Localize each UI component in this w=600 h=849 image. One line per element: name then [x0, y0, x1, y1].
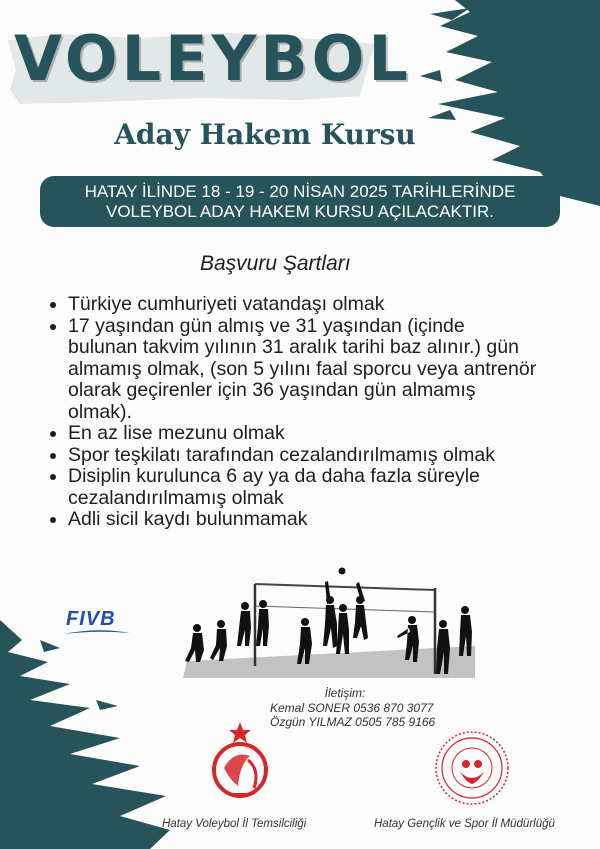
announcement-banner	[40, 176, 560, 227]
contact-label: İletişim:	[324, 686, 366, 700]
volleyball-federation-logo	[204, 720, 276, 800]
requirement-item: • Adli sicil kaydı bulunmamak	[68, 509, 538, 531]
requirement-item: • Disiplin kurulunca 6 ay ya da daha fazla süreyle cezalandırılmamış olmak	[68, 466, 538, 509]
contact-info	[270, 686, 470, 730]
poster-title: VOLEYBOL	[14, 22, 412, 95]
announcement-line-2: VOLEYBOL ADAY HAKEM KURSU AÇILACAKTIR.	[106, 201, 494, 221]
fivb-logo: FIVB	[66, 608, 116, 630]
announcement-line-1: HATAY İLİNDE 18 - 19 - 20 NİSAN 2025 TARİHLERİNDE	[84, 181, 516, 201]
requirement-item: • Spor teşkilatı tarafından cezalandırılmamış olmak	[68, 445, 538, 467]
volleyball-players-illustration	[175, 566, 485, 681]
requirement-item: • En az lise mezunu olmak	[68, 423, 538, 445]
requirements-list	[50, 294, 538, 531]
poster-subtitle: Aday Hakem Kursu	[114, 118, 416, 151]
organization-left: Hatay Voleybol İl Temsilciliği	[162, 818, 307, 830]
fivb-swoosh-icon	[62, 627, 132, 637]
youth-sports-ministry-logo	[432, 728, 512, 808]
requirements-heading: Başvuru Şartları	[200, 252, 351, 275]
organization-right: Hatay Gençlik ve Spor İl Müdürlüğü	[374, 818, 555, 830]
contact-person-1: Kemal SONER 0536 870 3077	[270, 700, 434, 715]
requirement-item: • Türkiye cumhuriyeti vatandaşı olmak	[68, 294, 538, 316]
contact-person-2: Özgün YILMAZ 0505 785 9166	[270, 715, 436, 729]
requirement-item: • 17 yaşından gün almış ve 31 yaşından (içinde bulunan takvim yılının 31 aralık tarihi baz alınır.) gün almamış olmak, (son 5 yılını faal sporcu veya antrenör olarak geçirenler için 36 yaşından gün almamış olmak).	[68, 316, 538, 424]
